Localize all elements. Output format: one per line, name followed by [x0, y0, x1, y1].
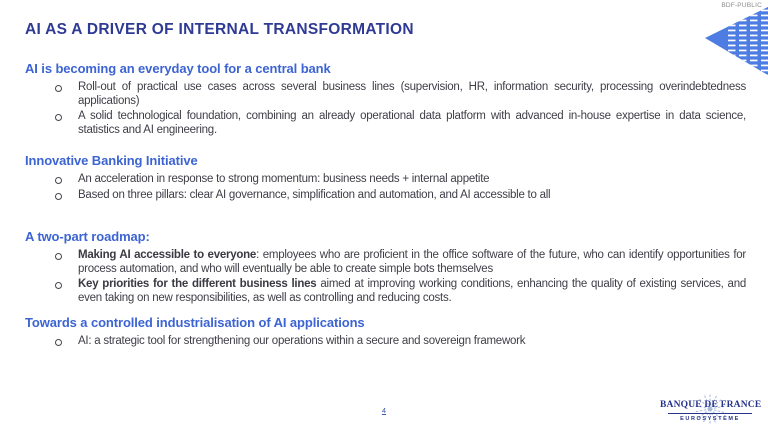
section-heading: A two-part roadmap: — [25, 229, 150, 244]
bullet-text: A solid technological foundation, combining an already operational data platform with advanced in-house expertise in data science, statistics and AI engineering. — [78, 110, 746, 136]
bullet-list — [25, 249, 746, 305]
bullet-text: Making AI accessible to everyone: employees who are proficient in the office software of the future, who can identify opportunities for process automation, and who will eventually be able to create simple bots themselves — [78, 249, 746, 275]
bullet-list — [25, 81, 746, 137]
slide-title: AI AS A DRIVER OF INTERNAL TRANSFORMATION — [25, 21, 414, 38]
bullet-item — [55, 249, 746, 276]
bullet-item — [55, 278, 746, 305]
bullet-text: AI: a strategic tool for strengthening our operations within a secure and sovereign framework — [78, 335, 526, 347]
bullet-item — [55, 335, 746, 349]
section-heading: AI is becoming an everyday tool for a central bank — [25, 61, 331, 76]
bullet-circle-icon — [55, 253, 62, 260]
section-heading: Innovative Banking Initiative — [25, 153, 198, 168]
bullet-circle-icon — [55, 339, 62, 346]
bullet-item — [55, 189, 746, 203]
bullet-circle-icon — [55, 114, 62, 121]
bullet-circle-icon — [55, 177, 62, 184]
page-number: 4 — [381, 406, 387, 415]
bullet-item — [55, 173, 746, 187]
bullet-circle-icon — [55, 193, 62, 200]
section-roadmap — [25, 229, 746, 305]
section-industrialisation — [25, 315, 746, 349]
bullet-text: An acceleration in response to strong momentum: business needs + internal appetite — [78, 173, 490, 185]
bullet-circle-icon — [55, 282, 62, 289]
bullet-item — [55, 81, 746, 108]
bullet-text: Based on three pillars: clear AI governance, simplification and automation, and AI accessible to all — [78, 188, 551, 201]
classification-label: BDF-PUBLIC — [721, 2, 762, 9]
bdf-logo-eurosysteme: EUROSYSTÈME — [668, 413, 752, 422]
bullet-circle-icon — [55, 85, 62, 92]
section-innovative-banking — [25, 153, 746, 202]
bullet-list — [25, 173, 746, 202]
bdf-logo-wordmark: BANQUE DE FRANCE — [660, 400, 762, 410]
banque-de-france-logo — [660, 400, 760, 422]
bullet-list — [25, 335, 746, 349]
bullet-text: Roll-out of practical use cases across several business lines (supervision, HR, information security, processing overindebtedness applications) — [78, 81, 746, 107]
bullet-text: Key priorities for the different business lines aimed at improving working conditions, enhancing the quality of existing services, and even taking on new responsibilities, as well as controlling and reducing costs. — [78, 278, 746, 304]
section-everyday-tool — [25, 61, 746, 137]
bullet-item — [55, 110, 746, 137]
bdf-arrow-decoration-icon — [705, 3, 768, 77]
section-heading: Towards a controlled industrialisation of AI applications — [25, 315, 365, 330]
